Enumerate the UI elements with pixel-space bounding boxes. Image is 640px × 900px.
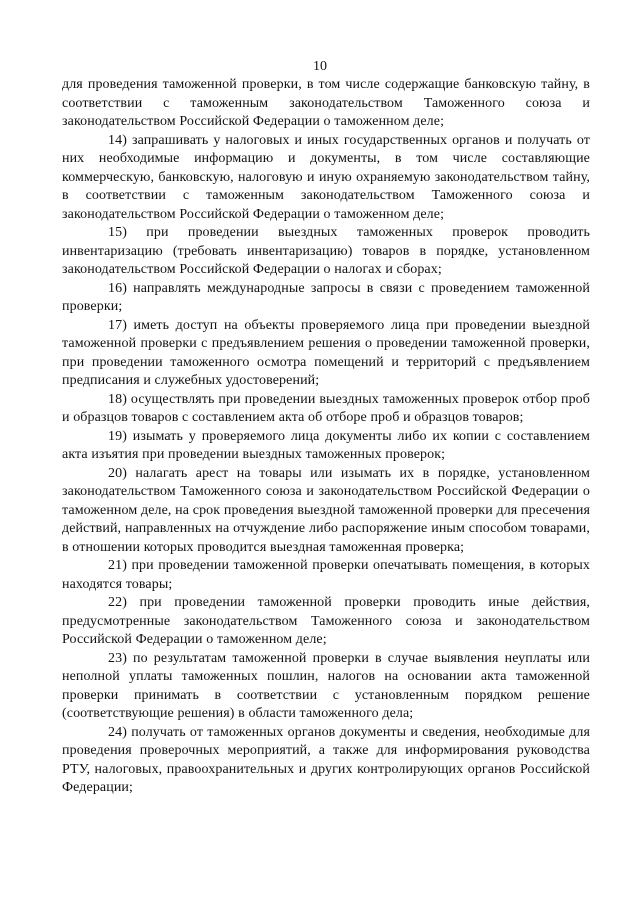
paragraph-continuation: для проведения таможенной проверки, в том числе содержащие банковскую тайну, в соответствии с таможенным законодательством Таможенного союза и законодательством Российской Федерации о таможенном деле; [62,77,590,129]
paragraph-item-19: 19) изымать у проверяемого лица документы либо их копии с составлением акта изъятия при проведении выездных таможенных проверок; [62,428,590,462]
paragraph-item-24: 24) получать от таможенных органов документы и сведения, необходимые для проведения проверочных мероприятий, а также для информирования руководства РТУ, налоговых, правоохранительных и других контролирующих органов Российской Федерации; [62,724,590,795]
paragraph-item-17: 17) иметь доступ на объекты проверяемого лица при проведении выездной таможенной проверки с предъявлением решения о проведении таможенной проверки, при проведении таможенного осмотра помещений и территорий с предъявлением предписания и служебных удостоверений; [62,317,590,388]
document-body [62,76,590,798]
paragraph-item-14: 14) запрашивать у налоговых и иных государственных органов и получать от них необходимые информацию и документы, в том числе составляющие коммерческую, банковскую, налоговую и иную охраняемую законодательством тайну, в соответствии с таможенным законодательством Таможенного союза и законодательством Российской Федерации о таможенном деле; [62,132,590,222]
paragraph-item-18: 18) осуществлять при проведении выездных таможенных проверок отбор проб и образцов товаров с составлением акта об отборе проб и образцов товаров; [62,391,590,425]
paragraph-item-21: 21) при проведении таможенной проверки опечатывать помещения, в которых находятся товары; [62,558,590,592]
paragraph-item-15: 15) при проведении выездных таможенных проверок проводить инвентаризацию (требовать инвентаризацию) товаров в порядке, установленном законодательством Российской Федерации о налогах и сборах; [62,225,590,277]
paragraph-item-22: 22) при проведении таможенной проверки проводить иные действия, предусмотренные законодательством Таможенного союза и законодательством Российской Федерации о таможенном деле; [62,595,590,647]
paragraph-item-20: 20) налагать арест на товары или изымать их в порядке, установленном законодательством Таможенного союза и законодательством Российской Федерации о таможенном деле, на срок проведения выездной таможенной проверки для пресечения действий, направленных на отчуждение либо распоряжение иным способом товарами, в отношении которых проводится выездная таможенная проверка; [62,465,590,555]
paragraph-item-16: 16) направлять международные запросы в связи с проведением таможенной проверки; [62,280,590,314]
page-number: 10 [313,59,327,74]
paragraph-item-23: 23) по результатам таможенной проверки в случае выявления неуплаты или неполной уплаты таможенных пошлин, налогов на основании акта таможенной проверки принимать в соответствии с установленным порядком решение (соответствующие решения) в области таможенного дела; [62,650,590,721]
